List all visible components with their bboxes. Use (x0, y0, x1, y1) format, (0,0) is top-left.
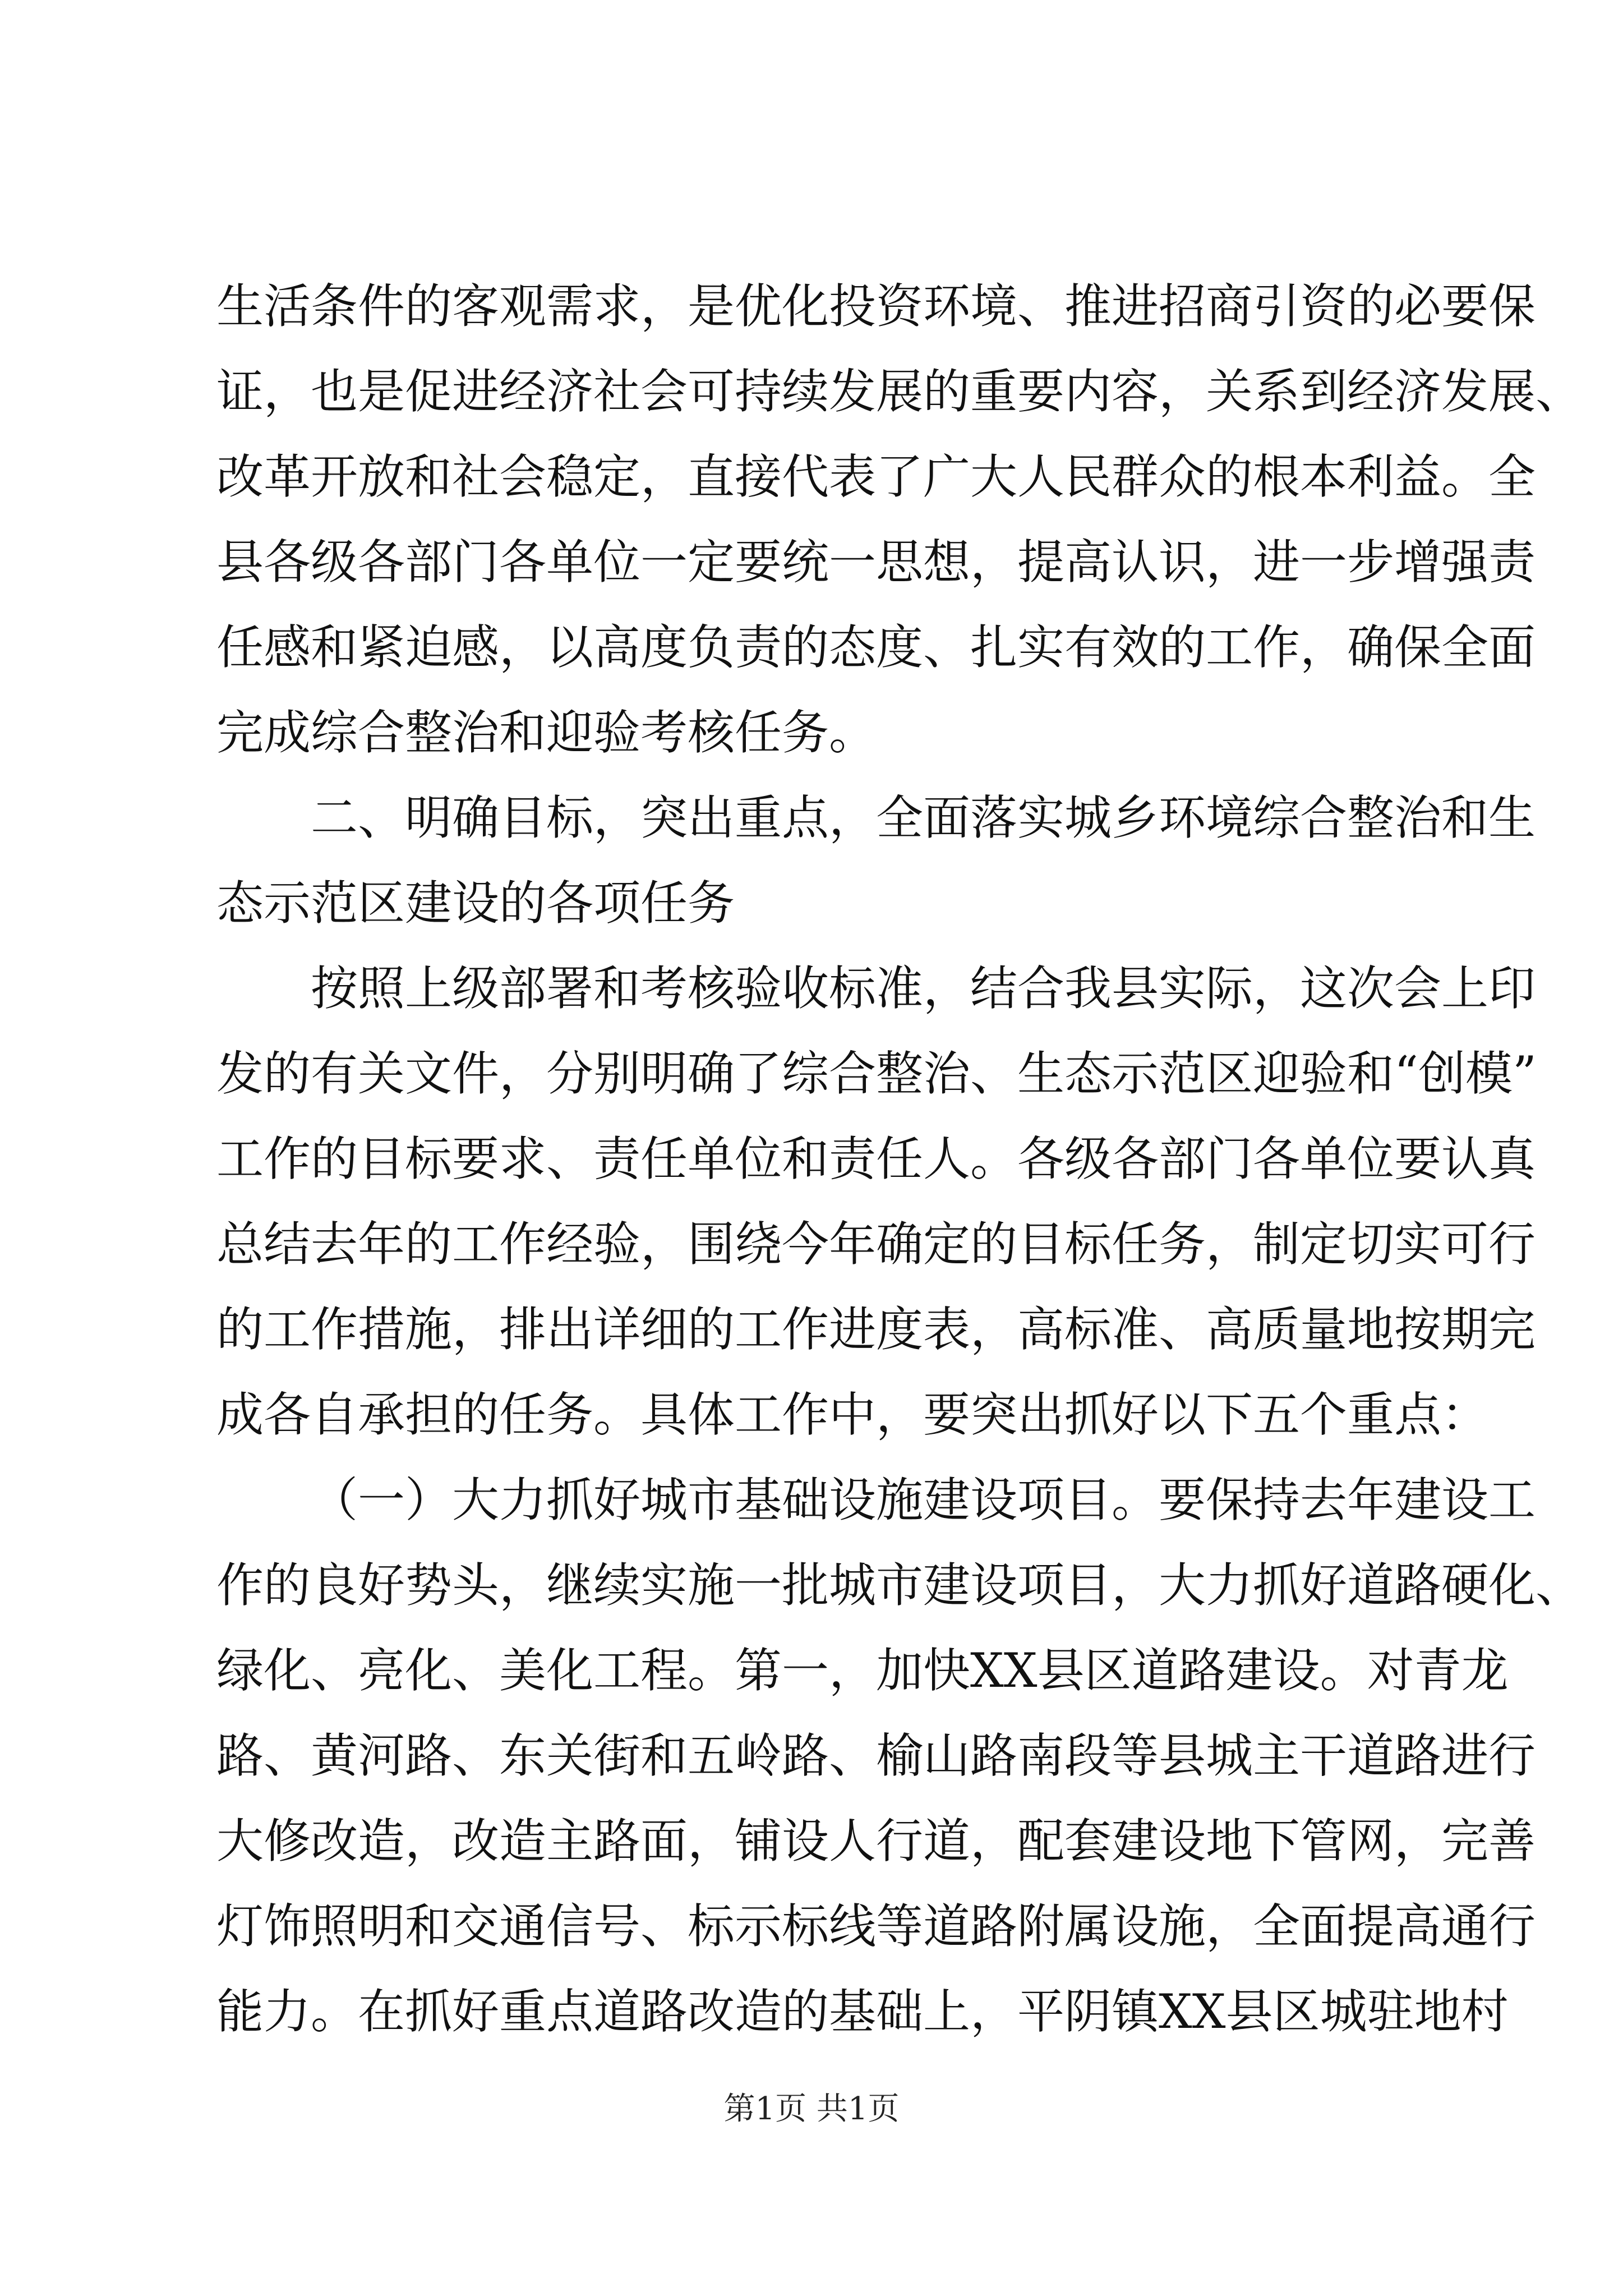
text-line: 能力。在抓好重点道路改造的基础上，平阴镇XX县区城驻地村 (216, 1984, 1509, 2039)
text-line: 绿化、亮化、美化工程。第一，加快XX县区道路建设。对青龙 (216, 1643, 1509, 1698)
section-heading-line: 态示范区建设的各项任务 (216, 876, 735, 931)
text-line: 大修改造，改造主路面，铺设人行道，配套建设地下管网，完善 (216, 1814, 1536, 1869)
page-footer (0, 2087, 1623, 2132)
page-number-label: 第1页 共1页 (723, 2091, 900, 2127)
text-line: 证，也是促进经济社会可持续发展的重要内容，关系到经济发展、 (216, 364, 1583, 419)
text-line: 的工作措施，排出详细的工作进度表，高标准、高质量地按期完 (216, 1302, 1536, 1357)
text-line: 按照上级部署和考核验收标准，结合我县实际，这次会上印 (311, 961, 1536, 1016)
text-line: 完成综合整治和迎验考核任务。 (216, 705, 877, 760)
text-line: 作的良好势头，继续实施一批城市建设项目，大力抓好道路硬化、 (216, 1558, 1583, 1613)
text-line: 发的有关文件，分别明确了综合整治、生态示范区迎验和“创模” (216, 1046, 1537, 1101)
subsection-heading-line: （一）大力抓好城市基础设施建设项目。要保持去年建设工 (311, 1473, 1536, 1527)
text-line: 生活条件的客观需求，是优化投资环境、推进招商引资的必要保 (216, 279, 1536, 334)
text-line: 县各级各部门各单位一定要统一思想，提高认识，进一步增强责 (216, 535, 1536, 590)
document-body (216, 264, 1583, 2054)
section-heading-line: 二、明确目标，突出重点，全面落实城乡环境综合整治和生 (311, 790, 1536, 845)
text-line: 总结去年的工作经验，围绕今年确定的目标任务，制定切实可行 (216, 1217, 1536, 1272)
text-line: 灯饰照明和交通信号、标示标线等道路附属设施，全面提高通行 (216, 1899, 1536, 1954)
text-line: 改革开放和社会稳定，直接代表了广大人民群众的根本利益。全 (216, 449, 1536, 504)
text-line: 成各自承担的任务。具体工作中，要突出抓好以下五个重点： (216, 1387, 1489, 1442)
text-line: 工作的目标要求、责任单位和责任人。各级各部门各单位要认真 (216, 1131, 1536, 1186)
text-line: 任感和紧迫感，以高度负责的态度、扎实有效的工作，确保全面 (216, 620, 1536, 675)
text-line: 路、黄河路、东关街和五岭路、榆山路南段等县城主干道路进行 (216, 1728, 1536, 1783)
